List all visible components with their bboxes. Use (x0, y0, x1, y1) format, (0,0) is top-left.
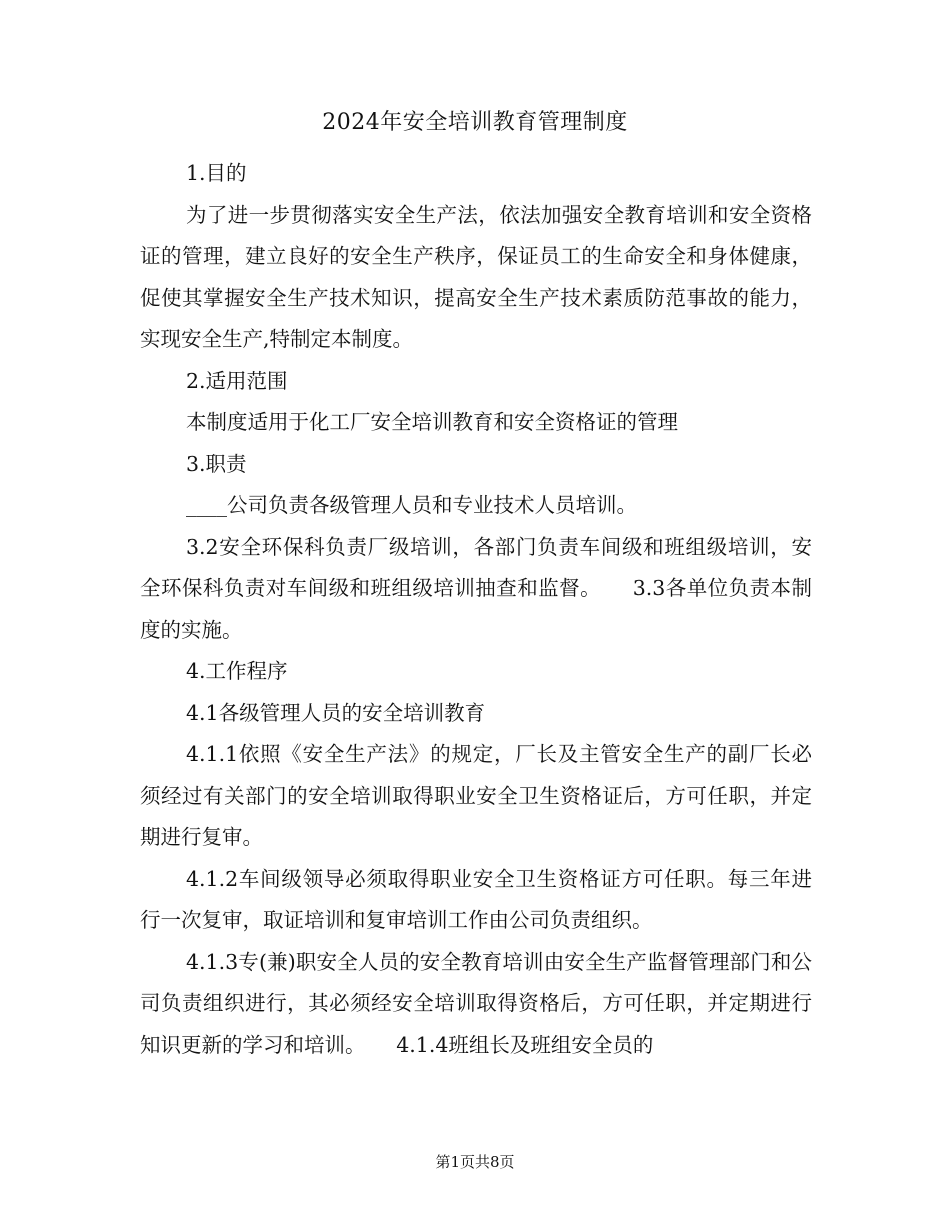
subsection-heading-management-training: 4.1各级管理人员的安全培训教育 (186, 700, 486, 725)
paragraph-4-1-3: 4.1.3专(兼)职安全人员的安全教育培训由安全生产监督管理部门和公司负责组织进行，其必须经安全培训取得资格后，方可任职，并定期进行知识更新的学习和培训。 4.1.4班组长及班组安全员的 (140, 949, 812, 1057)
section-heading-scope: 2.适用范围 (186, 368, 288, 393)
section-heading-purpose: 1.目的 (186, 161, 247, 185)
paragraph-4-1-1: 4.1.1依照《安全生产法》的规定，厂长及主管安全生产的副厂长必须经过有关部门的安全培训取得职业安全卫生资格证后，方可任职，并定期进行复审。 (140, 742, 812, 849)
section-heading-procedure: 4.工作程序 (186, 659, 288, 683)
section-heading-responsibilities: 3.职责 (186, 451, 247, 476)
page-footer: 第1页共8页 (435, 1153, 515, 1171)
paragraph-responsibility-2: 3.2安全环保科负责厂级培训，各部门负责车间级和班组级培训，安全环保科负责对车间级和班组级培训抽查和监督。 3.3各单位负责本制度的实施。 (140, 534, 812, 642)
paragraph-scope: 本制度适用于化工厂安全培训教育和安全资格证的管理 (186, 410, 678, 434)
document-title: 2024年安全培训教育管理制度 (322, 110, 628, 135)
paragraph-purpose: 为了进一步贯彻落实安全生产法，依法加强安全教育培训和安全资格证的管理，建立良好的安全生产秩序，保证员工的生命安全和身体健康，促使其掌握安全生产技术知识，提高安全生产技术素质防范事故的能力，实现安全生产,特制定本制度。 (140, 202, 812, 351)
paragraph-4-1-2: 4.1.2车间级领导必须取得职业安全卫生资格证方可任职。每三年进行一次复审，取证培训和复审培训工作由公司负责组织。 (140, 866, 812, 932)
paragraph-responsibility-1: ____公司负责各级管理人员和专业技术人员培训。 (186, 493, 637, 517)
document-body (140, 153, 812, 1066)
